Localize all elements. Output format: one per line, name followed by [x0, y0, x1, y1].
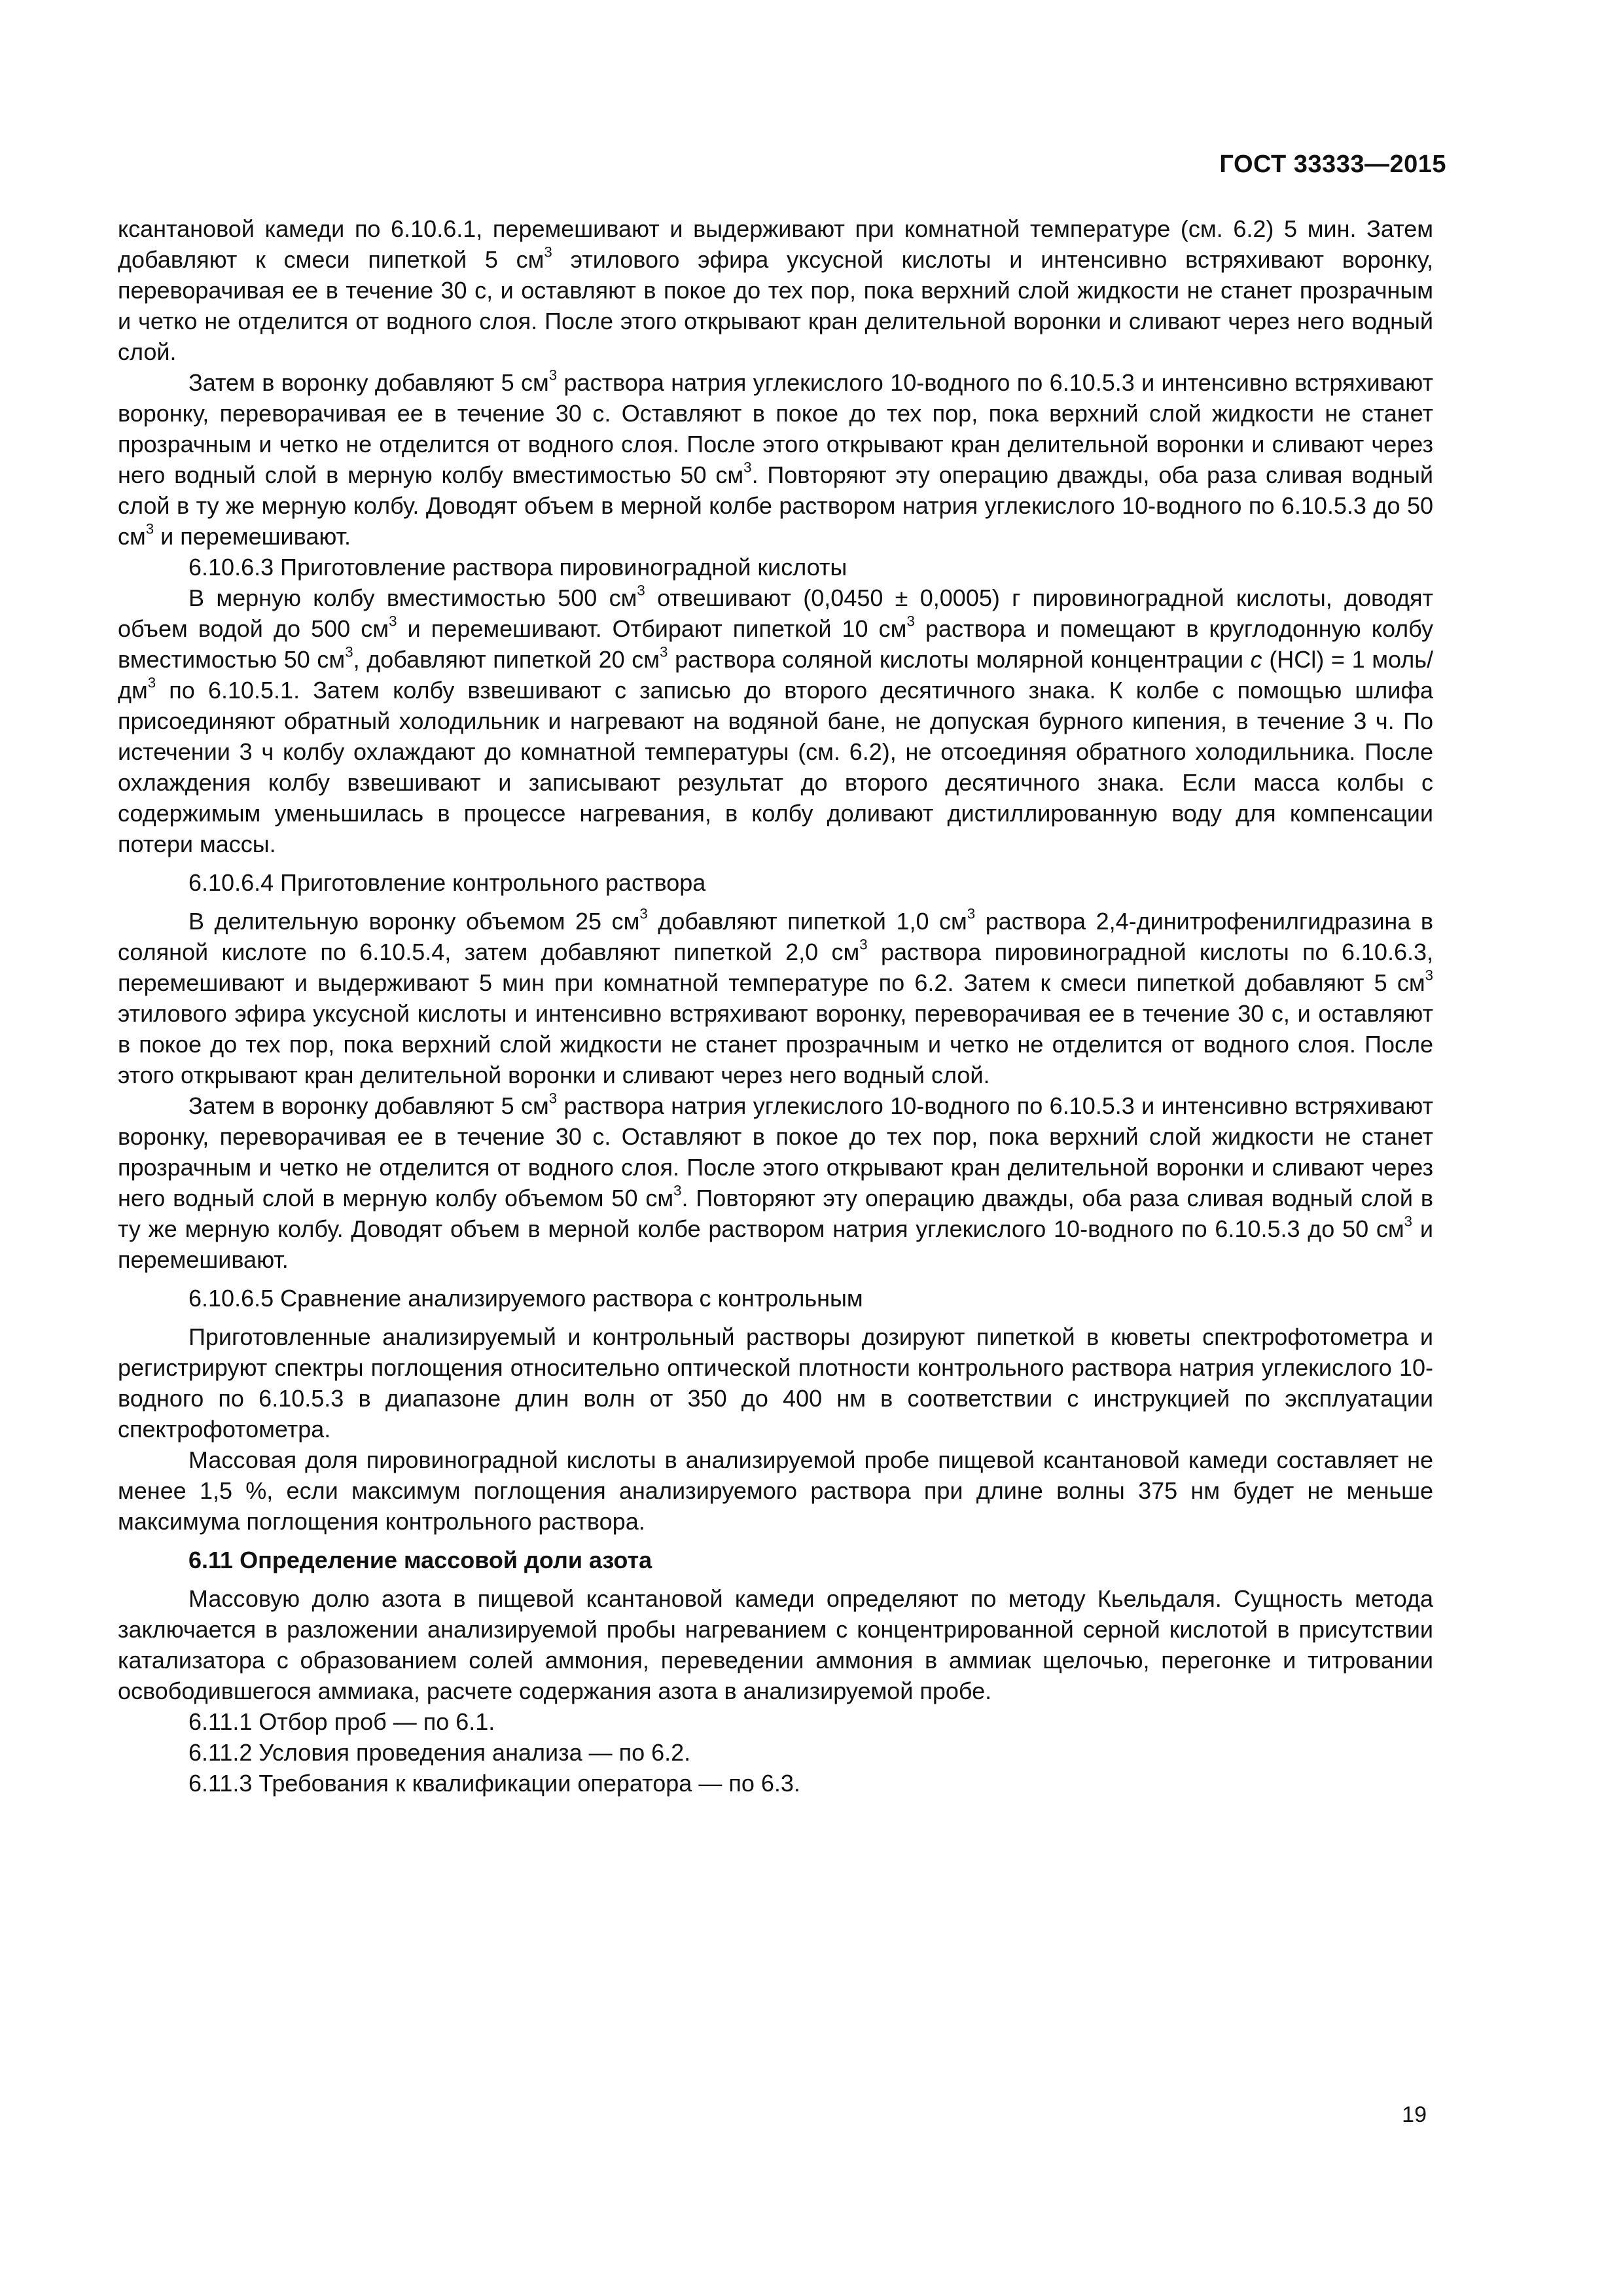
paragraph-pyruvic-acid-prep: В мерную колбу вместимостью 500 $см^3$ отвешивают (0,0450 ± 0,0005) г пировиноградной кислоты, доводят объем водой до 500 $см^3$ и перемешивают. Отбирают пипеткой 10 $см^3$ раствора и помещают в круглодонную колбу вместимостью 50 $см^3$, добавляют пипеткой 20 $см^3$ раствора соляной кислоты молярной концентрации c (HCl) = 1 моль/$дм^3$ по 6.10.5.1. Затем колбу взвешивают с записью до второго десятичного знака. К колбе с помощью шлифа присоединяют обратный холодильник и нагревают на водяной бане, не допуская бурного кипения, в течение 3 ч. По истечении 3 ч колбу охлаждают до комнатной температуры (см. 6.2), не отсоединяя обратного холодильника. После охлаждения колбу взвешивают и записывают результат до второго десятичного знака. Если масса колбы с содержимым уменьшилась в процессе нагревания, в колбу доливают дистиллированную воду для компенсации потери массы.: [118, 582, 1434, 857]
section-heading-6-10-6-5: 6.10.6.5 Сравнение анализируемого раствора с контрольным: [188, 1285, 863, 1312]
section-heading-6-11: 6.11 Определение массовой доли азота: [188, 1547, 652, 1573]
page-number: 19: [1402, 2102, 1427, 2127]
paragraph-continuation: ксантановой камеди по 6.10.6.1, перемешивают и выдерживают при комнатной температуре (см. 6.2) 5 мин. Затем добавляют к смеси пипеткой 5 $см^3$ этилового эфира уксусной кислоты и интенсивно встряхивают воронку, переворачивая ее в течение 30 с, и оставляют в покое до тех пор, пока верхний слой жидкости не станет прозрачным и четко не отделится от водного слоя. После этого открывают кран делительной воронки и сливают через него водный слой.: [118, 215, 1433, 365]
paragraph-carbonate-wash: Затем в воронку добавляют 5 $см^3$ раствора натрия углекислого 10-водного по 6.10.5.3 и интенсивно встряхивают воронку, переворачивая ее в течение 30 с. Оставляют в покое до тех пор, пока верхний слой жидкости не станет прозрачным и четко не отделится от водного слоя. После этого открывают кран делительной воронки и сливают через него водный слой в мерную колбу вместимостью 50 $см^3$. Повторяют эту операцию дважды, оба раза сливая водный слой в ту же мерную колбу. Доводят объем в мерной колбе раствором натрия углекислого 10-водного по 6.10.5.3 до 50 $см^3$ и перемешивают.: [118, 367, 1433, 550]
paragraph-control-solution: В делительную воронку объемом 25 $см^3$ добавляют пипеткой 1,0 $см^3$ раствора 2,4-динитрофенилгидразина в соляной кислоте по 6.10.5.4, затем добавляют пипеткой 2,0 $см^3$ раствора пировиноградной кислоты по 6.10.6.3, перемешивают и выдерживают 5 мин при комнатной температуре по 6.2. Затем к смеси пипеткой добавляют 5 $см^3$ этилового эфира уксусной кислоты и интенсивно встряхивают воронку, переворачивая ее в течение 30 с, и оставляют в покое до тех пор, пока верхний слой жидкости не станет прозрачным и четко не отделится от водного слоя. После этого открывают кран делительной воронки и сливают через него водный слой.: [118, 905, 1434, 1088]
paragraph-kjeldahl-method: Массовую долю азота в пищевой ксантановой камеди определяют по методу Кьельдаля. Сущность метода заключается в разложении анализируемой пробы нагреванием с концентрированной серной кислотой в присутствии катализатора с образованием солей аммония, переведении аммония в аммиак щелочью, перегонке и титровании освободившегося аммиака, расчете содержания азота в анализируемой пробе.: [118, 1585, 1433, 1704]
paragraph-mass-fraction-result: Массовая доля пировиноградной кислоты в анализируемой пробе пищевой ксантановой камеди составляет не менее 1,5 %, если максимум поглощения анализируемого раствора при длине волны 375 нм будет не меньше максимума поглощения контрольного раствора.: [118, 1446, 1433, 1535]
section-heading-6-10-6-4: 6.10.6.4 Приготовление контрольного раствора: [188, 869, 706, 896]
document-body: [118, 213, 1433, 1799]
paragraph-spectrophotometry: Приготовленные анализируемый и контрольный растворы дозируют пипеткой в кюветы спектрофотометра и регистрируют спектры поглощения относительно оптической плотности контрольного раствора натрия углекислого 10-водного по 6.10.5.3 в диапазоне длин волн от 350 до 400 нм в соответствии с инструкцией по эксплуатации спектрофотометра.: [118, 1323, 1433, 1443]
list-item-6-11-3: 6.11.3 Требования к квалификации оператора — по 6.3.: [188, 1770, 800, 1797]
list-item-6-11-1: 6.11.1 Отбор проб — по 6.1.: [188, 1708, 495, 1735]
list-item-6-11-2: 6.11.2 Условия проведения анализа — по 6.2.: [188, 1739, 691, 1766]
section-heading-6-10-6-3: 6.10.6.3 Приготовление раствора пировиноградной кислоты: [188, 554, 847, 581]
standard-designation: ГОСТ 33333—2015: [1219, 151, 1446, 178]
paragraph-control-carbonate: Затем в воронку добавляют 5 $см^3$ раствора натрия углекислого 10-водного по 6.10.5.3 и интенсивно встряхивают воронку, переворачивая ее в течение 30 с. Оставляют в покое до тех пор, пока верхний слой жидкости не станет прозрачным и четко не отделится от водного слоя. После этого открывают кран делительной воронки и сливают через него водный слой в мерную колбу объемом 50 $см^3$. Повторяют эту операцию дважды, оба раза сливая водный слой в ту же мерную колбу. Доводят объем в мерной колбе раствором натрия углекислого 10-водного по 6.10.5.3 до 50 $см^3$ и перемешивают.: [118, 1090, 1433, 1273]
